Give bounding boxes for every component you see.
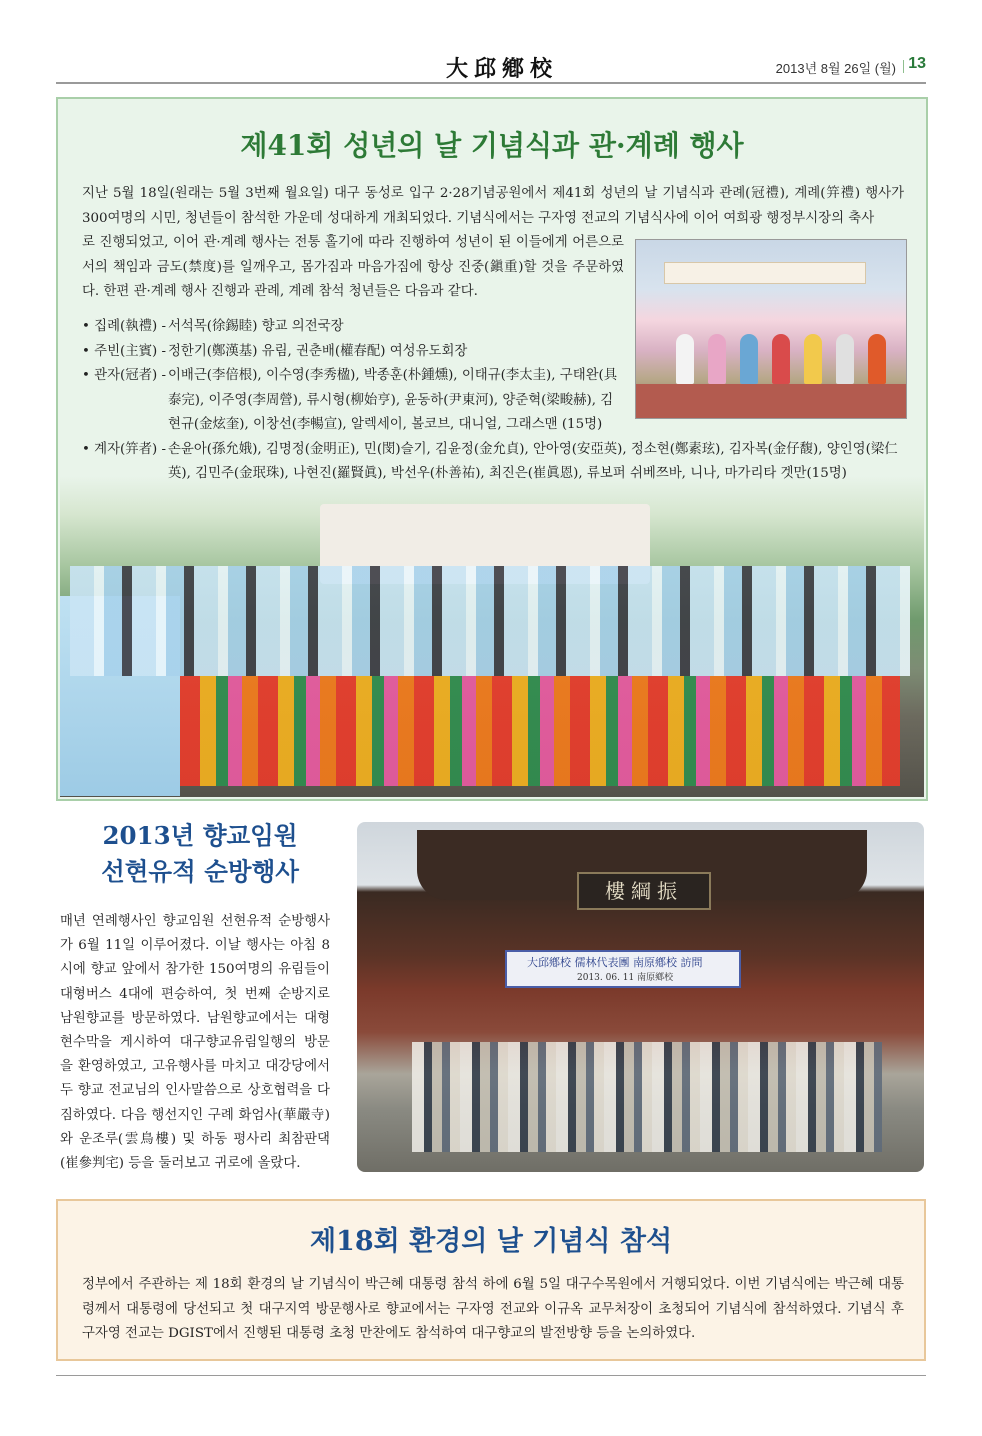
- credit-text: 서석목(徐錫睦) 향교 의전국장: [168, 319, 344, 334]
- credit-label: • 집례(執禮) -: [82, 319, 167, 334]
- top-rule: [56, 82, 926, 84]
- credit-label: • 관자(冠者) -: [82, 368, 167, 383]
- credit-text: 정한기(鄭漢基) 유림, 권춘배(權春配) 여성유도회장: [168, 343, 468, 359]
- credit-label: • 계자(笄者) -: [82, 441, 167, 457]
- banner-text: 大邱鄕校 儒林代表團 南原鄕校 訪問: [527, 956, 703, 969]
- credit-text: 손윤아(孫允娥), 김명정(金明正), 민(閔)슬기, 김윤정(金允貞), 안아영(安亞英), 정소현(鄭素玹), 김자복(金仔馥), 양인영(梁仁英), 김민주(金珉珠), 나현진(羅賢眞), 박선우(朴善祐), 최진은(崔眞恩), 류보퍼 쉬베쯔바, 니나, 마가리타 겟만(15명): [168, 441, 898, 481]
- credit-item: [82, 438, 904, 487]
- article1-title: 제41회 성년의 날 기념식과 관·계례 행사: [240, 129, 744, 162]
- back-row-participants: [70, 566, 910, 676]
- group-photo-participants: [60, 476, 924, 797]
- article-coming-of-age: [56, 97, 928, 801]
- credit-item: [82, 364, 904, 438]
- article-environment-day: [56, 1199, 926, 1361]
- bottom-rule: [56, 1375, 926, 1376]
- credit-label: • 주빈(主賓) -: [82, 343, 167, 359]
- pavilion-plaque: 樓綱振: [577, 872, 711, 910]
- publication-name: 大邱鄕校: [446, 56, 559, 82]
- credit-item: [82, 340, 904, 365]
- banner-date: 2013. 06. 11 南原鄕校: [577, 973, 674, 983]
- article1-paragraph-a: 지난 5월 18일(원래는 5월 3번째 월요일) 대구 동성로 입구 2·28기념공원에서 제41회 성년의 날 기념식과 관례(冠禮), 계례(笄禮) 행사가 300여명의 시민, 청년들이 참석한 가운데 성대하게 개최되었다. 기념식에서는 구자영 전교의 기념식사에 이어 여희광 행정부시장의 축사: [82, 186, 904, 226]
- issue-date: 2013년 8월 26일 (월): [775, 61, 896, 76]
- header-divider: [903, 60, 904, 73]
- article2-title: [60, 818, 340, 890]
- participant-credits: [82, 315, 904, 487]
- masthead: [56, 48, 926, 82]
- article2-title-line1: 2013년 향교임원: [102, 821, 298, 850]
- article2-title-line2: 선현유적 순방행사: [101, 857, 299, 886]
- article2-body: 매년 연례행사인 향교임원 선현유적 순방행사가 6월 11일 이루어졌다. 이날 행사는 아침 8시에 향교 앞에서 참가한 150여명의 유림들이 대형버스 4대에 편승하여, 첫 번째 순방지로 남원향교를 방문하였다. 남원향교에서는 대형 현수막을 게시하여 대구향교유림일행의 방문을 환영하였고, 고유행사를 마치고 대강당에서 두 향교 전교님의 인사말씀으로 상호협력을 다짐하였다. 다음 행선지인 구례 화엄사(華嚴寺)와 운조루(雲鳥樓) 및 하동 평사리 최참판댁(崔參判宅) 등을 둘러보고 귀로에 올랐다.: [60, 914, 330, 1172]
- namwon-hyanggyo-group-photo: [357, 822, 924, 1172]
- article1-paragraph-b: 로 진행되었고, 이어 관·계례 행사는 전통 홀기에 따라 진행하여 성년이 된 이들에게 어른으로서의 책임과 금도(禁度)를 일깨우고, 몸가짐과 마음가짐에 항상 진중(鎭重)할 것을 주문하였다. 한편 관·계례 행사 진행과 관례, 계례 참석 청년들은 다음과 같다.: [82, 235, 624, 299]
- credit-text: 이배근(李倍根), 이수영(李秀楹), 박종훈(朴鍾燻), 이태규(李太圭), 구태완(具泰完), 이주영(李周營), 류시형(柳始亨), 윤동하(尹東河), 양준혁(梁畯赫), 김현규(金炫奎), 이창선(李暢宣), 알렉세이, 볼코브, 대니얼, 그래스맨 (15명): [168, 368, 618, 432]
- article3-title: 제18회 환경의 날 기념식 참석: [309, 1226, 673, 1257]
- visiting-group: [412, 1042, 882, 1152]
- welcome-banner: [505, 950, 741, 988]
- stage-banner: [664, 262, 866, 284]
- credit-item: [82, 315, 904, 340]
- article3-body: 정부에서 주관하는 제 18회 환경의 날 기념식이 박근혜 대통령 참석 하에 6월 5일 대구수목원에서 거행되었다. 이번 기념식에는 박근혜 대통령께서 대통령에 당선되고 첫 대구지역 방문행사로 향교에서는 구자영 전교와 이규옥 교무처장이 초청되어 기념식에 참석하였다. 기념식 후 구자영 전교는 DGIST에서 진행된 대통령 초청 만찬에도 참석하여 대구향교의 발전방향 등을 논의하였다.: [82, 1277, 904, 1341]
- page-number: 13: [908, 55, 926, 72]
- front-row-hanbok: [180, 676, 900, 786]
